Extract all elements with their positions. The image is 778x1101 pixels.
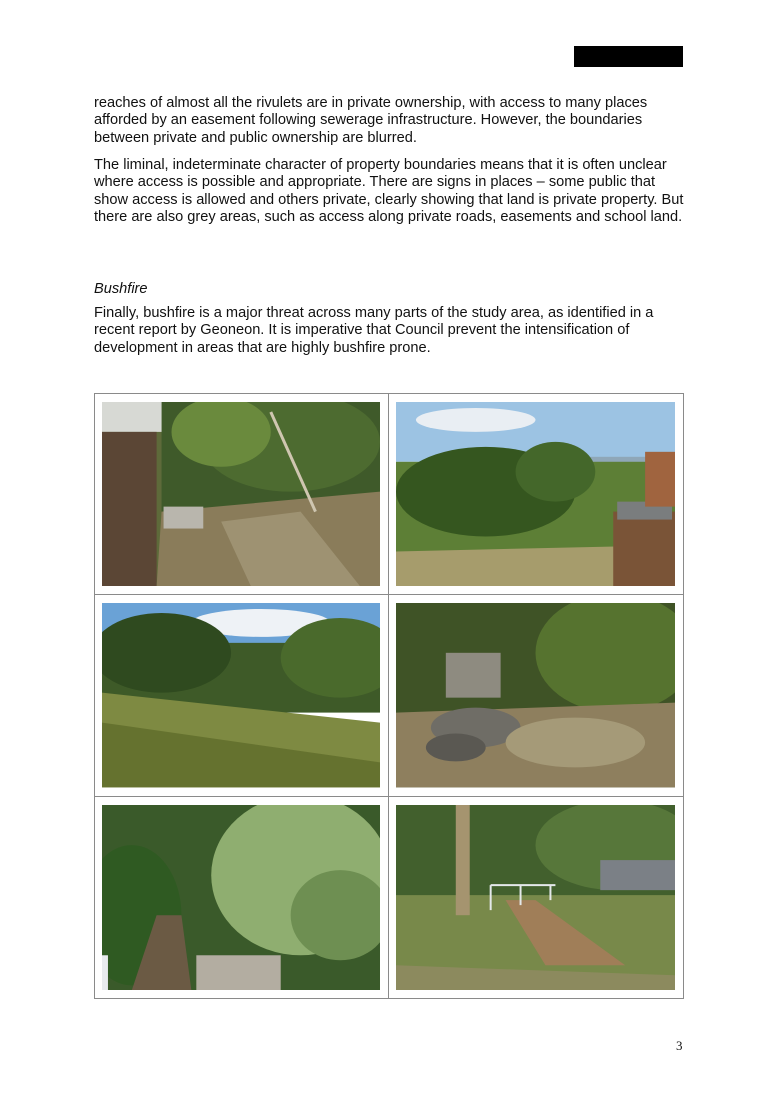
photo-cell — [389, 394, 683, 595]
paragraph-ownership: reaches of almost all the rivulets are in private ownership, with access to many places afforded by an easement following sewerage infrastructure. However, the boundaries between private and public ownership are blurred. — [94, 95, 648, 146]
paragraph-boundaries: The liminal, indeterminate character of property boundaries means that it is often unclear where access is possible and appropriate. There are signs in places – some public that show access is allowed and others private, clearly showing that land is private property. But there are also grey areas, such as access along private roads, easements and school land. — [94, 157, 684, 226]
photo-cell — [95, 394, 389, 595]
redaction-block — [574, 46, 683, 67]
photo-rocky-creek — [396, 603, 675, 787]
page-number: 3 — [676, 1038, 683, 1053]
paragraph-bushfire: Finally, bushfire is a major threat across many parts of the study area, as identified in a recent report by Geoneon. It is imperative that Council prevent the intensification of development in areas that are highly bushfire prone. — [94, 305, 654, 356]
photo-cell — [389, 595, 683, 796]
photo-cell — [95, 595, 389, 796]
photo-grid — [94, 393, 684, 999]
section-heading-bushfire: Bushfire — [94, 281, 148, 297]
photo-shaded-path — [102, 805, 380, 990]
photo-footpath-handrail — [396, 805, 675, 990]
photo-rivulet-fence — [102, 402, 380, 586]
photo-grassy-slope — [102, 603, 380, 787]
photo-hillside-view — [396, 402, 675, 586]
photo-cell — [95, 797, 389, 998]
photo-cell — [389, 797, 683, 998]
